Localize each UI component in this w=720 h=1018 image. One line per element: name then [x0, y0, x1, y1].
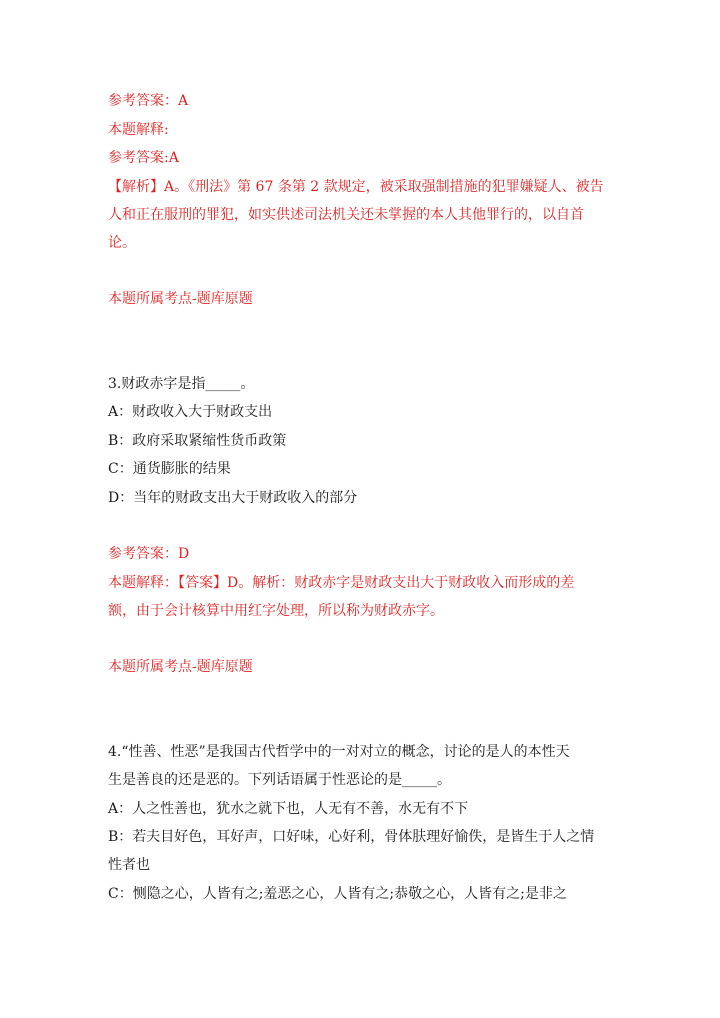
q3-option-d: D：当年的财政支出大于财政收入的部分: [108, 490, 358, 506]
q3-answer-ref: 参考答案：D: [108, 546, 190, 562]
q2-answer-ref: 参考答案：A: [108, 93, 189, 109]
q4-option-b-line-1: B：若夫目好色，耳好声，口好味，心好利，骨体肤理好愉佚，是皆生于人之情: [108, 829, 595, 845]
q3-option-c: C：通货膨胀的结果: [108, 461, 231, 477]
q4-stem-line-1: 4.“性善、性恶”是我国古代哲学中的一对对立的概念，讨论的是人的本性天: [108, 744, 570, 760]
q2-analysis-line-2: 人和正在服刑的罪犯，如实供述司法机关还未掌握的本人其他罪行的，以自首: [108, 207, 584, 223]
q3-option-a: A：财政收入大于财政支出: [108, 404, 273, 420]
q4-option-c: C：恻隐之心，人皆有之;羞恶之心，人皆有之;恭敬之心，人皆有之;是非之: [108, 886, 567, 902]
q3-source: 本题所属考点-题库原题: [108, 659, 253, 675]
q2-explain-label: 本题解释:: [108, 122, 169, 138]
q2-analysis-line-1: 【解析】A。《刑法》第 67 条第 2 款规定，被采取强制措施的犯罪嫌疑人、被告: [108, 179, 604, 195]
q3-stem: 3.财政赤字是指_____。: [108, 376, 255, 392]
q3-explain-line-2: 额，由于会计核算中用红字处理，所以称为财政赤字。: [108, 603, 444, 619]
q3-option-b: B：政府采取紧缩性货币政策: [108, 433, 287, 449]
q2-analysis-line-3: 论。: [108, 235, 136, 251]
q3-explain-line-1: 本题解释：【答案】D。解析：财政赤字是财政支出大于财政收入而形成的差: [108, 575, 575, 591]
q2-answer-ref-2: 参考答案:A: [108, 150, 179, 166]
q4-option-b-line-2: 性者也: [108, 857, 150, 873]
q4-option-a: A：人之性善也，犹水之就下也，人无有不善，水无有不下: [108, 801, 469, 817]
q2-source: 本题所属考点-题库原题: [108, 291, 253, 307]
q4-stem-line-2: 生是善良的还是恶的。下列话语属于性恶论的是_____。: [108, 772, 451, 788]
